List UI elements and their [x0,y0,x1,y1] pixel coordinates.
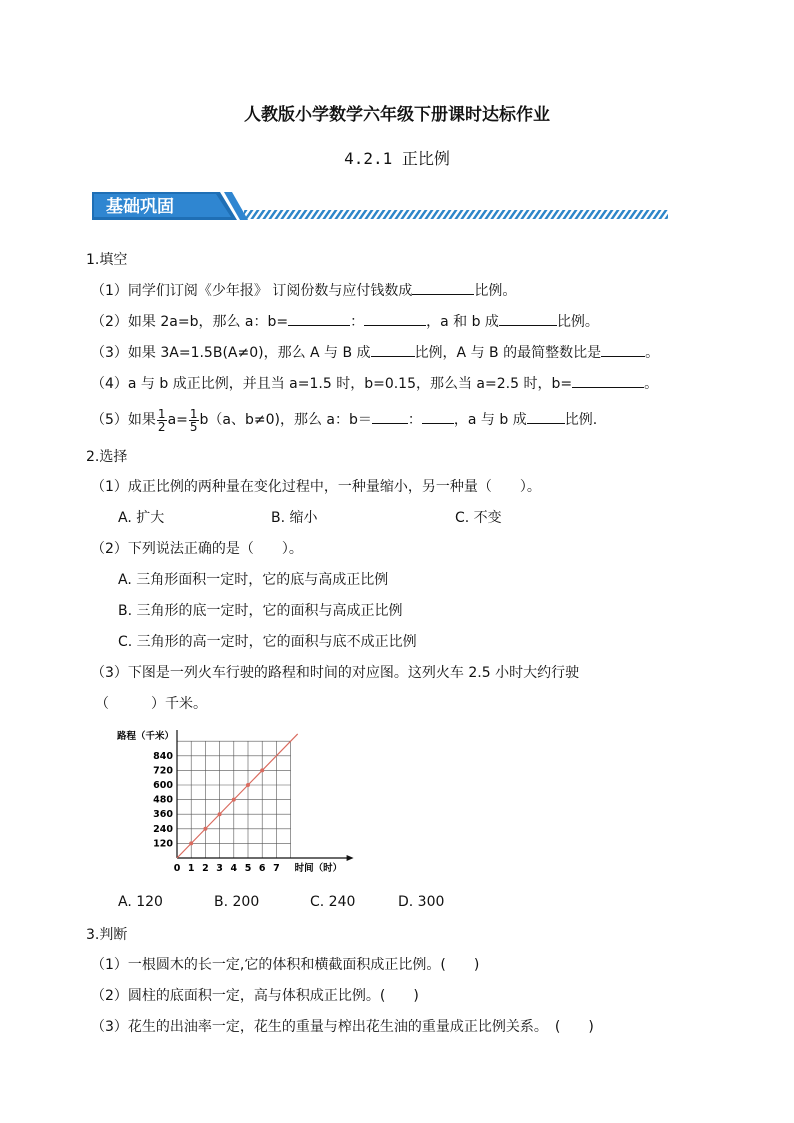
option-a[interactable]: A. 120 [118,894,163,910]
option-a[interactable]: A. 三角形面积一定时，它的底与高成正比例 [118,572,389,588]
x-axis-arrow [347,855,354,861]
option-b[interactable]: B. 缩小 [271,510,318,526]
x-tick-label: 3 [216,863,223,874]
answer-blank[interactable] [288,311,350,326]
y-tick-label: 240 [153,823,173,835]
question-3-2: （2）圆柱的底面积一定，高与体积成正比例。( ) [91,988,419,1004]
option-c[interactable]: C. 不变 [455,510,502,526]
banner-label: 基础巩固 [106,197,174,217]
answer-blank[interactable] [422,409,454,424]
question-2-3: （3）下图是一列火车行驶的路程和时间的对应图。这列火车 2.5 小时大约行驶 [91,665,580,681]
question-1-2: （2）如果 2a=b，那么 a：b= ： ，a 和 b 成 比例。 [91,311,599,332]
y-tick-label: 120 [153,838,173,850]
question-1-4: （4）a 与 b 成正比例，并且当 a=1.5 时，b=0.15，那么当 a=2.5 时，b= 。 [91,373,658,394]
question-1-1: （1）同学们订阅《少年报》 订阅份数与应付钱数成 比例。 [91,280,516,301]
x-axis-label: 时间（时） [294,863,343,874]
data-point [218,812,222,816]
x-tick-label: 4 [230,863,238,874]
x-tick-label: 2 [202,863,209,874]
y-tick-label: 360 [153,809,173,821]
option-d[interactable]: D. 300 [398,894,445,910]
data-point [203,827,207,831]
answer-blank[interactable] [527,409,565,424]
fraction-one-half: $\frac{1}{2}$ [157,406,166,434]
answer-blank[interactable] [601,342,645,357]
answer-blank[interactable] [372,409,408,424]
y-tick-label: 600 [153,780,173,791]
data-point [260,768,264,772]
question-2-1: （1）成正比例的两种量在变化过程中，一种量缩小，另一种量（ ）。 [91,479,541,495]
data-point [232,798,236,802]
question-1-3: （3）如果 3A=1.5B(A≠0)，那么 A 与 B 成 比例，A 与 B 的最简整数比是 。 [91,342,659,363]
option-a[interactable]: A. 扩大 [118,510,165,526]
section-3-heading: 3.判断 [86,927,128,943]
y-tick-label: 480 [153,794,173,806]
section-banner [92,188,682,224]
page-title: 人教版小学数学六年级下册课时达标作业 [244,105,550,125]
x-tick-label: 1 [187,863,195,874]
answer-blank[interactable] [499,311,557,326]
question-2-2: （2）下列说法正确的是（ ）。 [91,541,303,557]
y-axis-label: 路程（千米） [117,731,175,743]
question-2-3-cont: （ ）千米。 [95,696,207,712]
x-tick-label: 7 [273,863,280,874]
x-tick-label: 0 [173,863,181,874]
y-tick-label: 840 [153,750,173,762]
distance-time-chart [110,730,370,878]
y-tick-label: 720 [153,765,173,777]
answer-blank[interactable] [364,311,426,326]
option-c[interactable]: C. 三角形的高一定时，它的面积与底不成正比例 [118,634,417,650]
section-1-heading: 1.填空 [86,252,128,268]
section-2-heading: 2.选择 [86,449,128,465]
series-line [177,734,298,858]
answer-blank[interactable] [371,342,415,357]
option-b[interactable]: B. 三角形的底一定时，它的面积与高成正比例 [118,603,403,619]
data-point [189,841,193,845]
question-1-5: （5）如果 $\frac{1}{2}$ a= $\frac{1}{5}$ b（a、b≠0)，那么 a：b＝ ： ，a 与 b 成 比例. [91,406,598,434]
option-c[interactable]: C. 240 [310,894,356,910]
question-3-3: （3）花生的出油率一定，花生的重量与榨出花生油的重量成正比例关系。 ( ) [91,1019,594,1035]
answer-blank[interactable] [572,373,644,388]
answer-blank[interactable] [412,280,474,295]
data-point [246,783,250,787]
x-tick-label: 6 [258,863,266,874]
question-3-1: （1）一根圆木的长一定,它的体积和横截面积成正比例。( ) [91,957,480,973]
fraction-one-fifth: $\frac{1}{5}$ [189,406,198,434]
x-tick-label: 5 [244,863,252,874]
option-b[interactable]: B. 200 [214,894,260,910]
page-subtitle: 4.2.1 正比例 [344,149,450,168]
